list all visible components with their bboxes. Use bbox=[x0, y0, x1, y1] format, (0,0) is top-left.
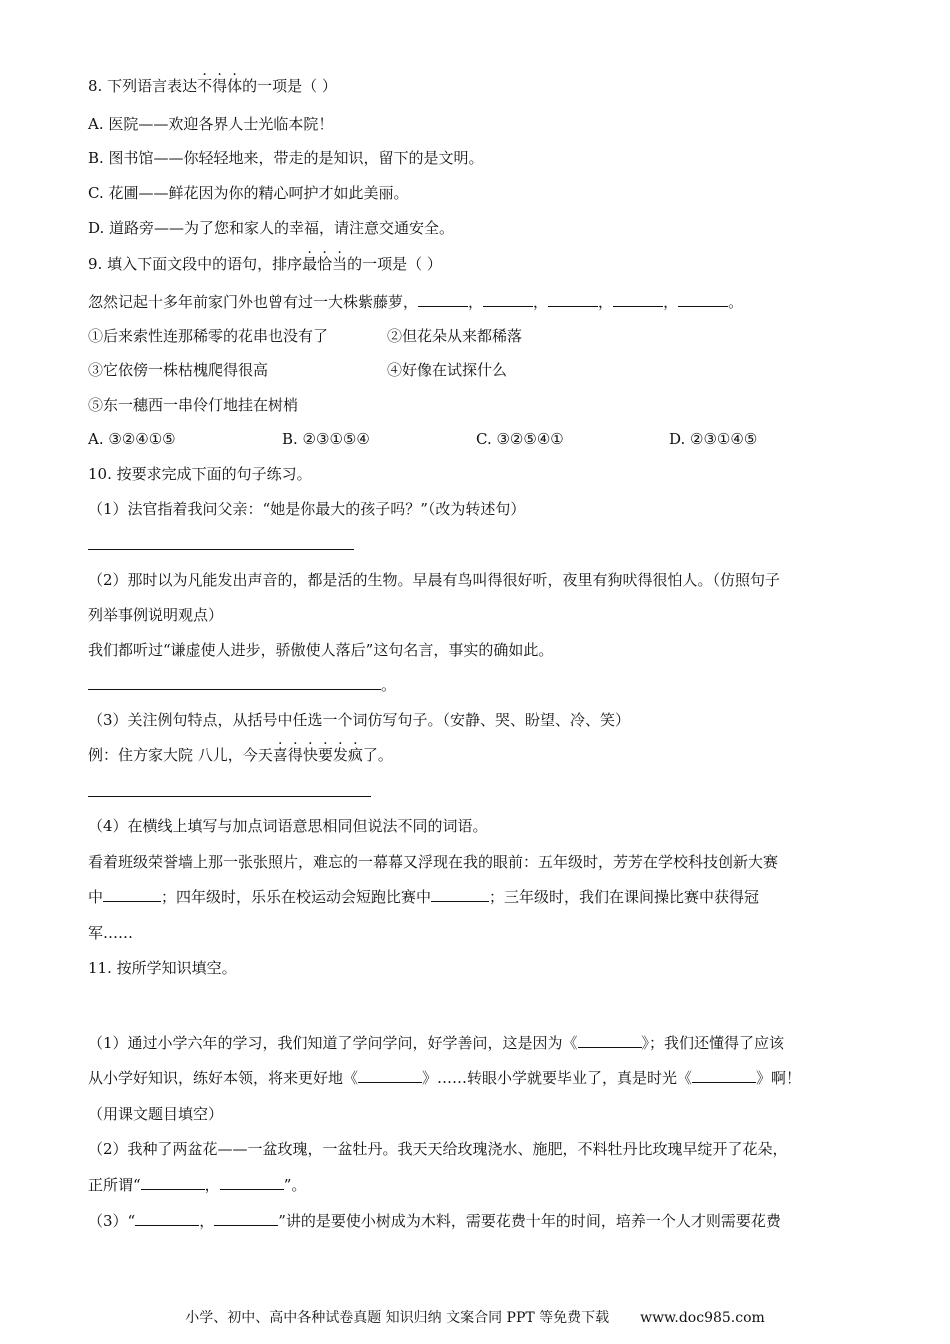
q9-item-1: ①后来索性连那稀零的花串也没有了 bbox=[88, 327, 329, 345]
answer-blank[interactable] bbox=[483, 292, 533, 307]
emphasis-char: 要 bbox=[317, 746, 333, 764]
q11-part3 bbox=[88, 1211, 781, 1231]
q9-stem bbox=[88, 254, 442, 274]
q10-part2-b: 列举事例说明观点） bbox=[88, 606, 224, 624]
answer-blank[interactable] bbox=[431, 887, 489, 902]
page-footer bbox=[0, 1308, 950, 1328]
answer-blank[interactable] bbox=[358, 1068, 422, 1083]
q10-part2-a: （2）那时以为凡能发出声音的，都是活的生物。早晨有鸟叫得很好听，夜里有狗吠得很怕人。（仿照句子 bbox=[88, 571, 781, 589]
q11-part1-b2: 》……转眼小学就要毕业了，真是时光《 bbox=[422, 1069, 693, 1087]
q9-choice-d[interactable]: D. ②③①④⑤ bbox=[669, 430, 758, 448]
q8-dotted-term bbox=[197, 77, 242, 95]
q9-item-3: ③它依傍一株枯槐爬得很高 bbox=[88, 361, 269, 379]
q10-part4-b bbox=[88, 887, 759, 907]
q9-choice-b[interactable]: B. ②③①⑤④ bbox=[282, 430, 370, 448]
q10-part4-c: 军…… bbox=[88, 924, 134, 942]
answer-blank[interactable] bbox=[214, 1211, 278, 1226]
q8-stem-pre: 8. 下列语言表达 bbox=[88, 77, 198, 95]
q9-sep: ， bbox=[598, 293, 614, 311]
q11-part1-b1: 从小学好知识，练好本领，将来更好地《 bbox=[88, 1069, 359, 1087]
answer-line[interactable] bbox=[88, 549, 354, 550]
q9-passage bbox=[88, 292, 743, 312]
q11-part1-b3: 》啊！ bbox=[756, 1069, 802, 1087]
q11-part3-2: ， bbox=[199, 1212, 215, 1230]
emphasis-char: 疯 bbox=[347, 746, 363, 764]
answer-blank[interactable] bbox=[613, 292, 663, 307]
q8-option-a: A. 医院——欢迎各界人士光临本院！ bbox=[88, 115, 334, 133]
q8-option-c: C. 花圃——鲜花因为你的精心呵护才如此美丽。 bbox=[88, 184, 409, 202]
answer-blank[interactable] bbox=[135, 1211, 199, 1226]
emphasis-char: 得 bbox=[212, 77, 228, 95]
q11-part1-c: （用课文题目填空） bbox=[88, 1105, 224, 1123]
q10-title: 10. 按要求完成下面的句子练习。 bbox=[88, 465, 312, 483]
answer-blank[interactable] bbox=[220, 1175, 284, 1190]
q11-part2-b bbox=[88, 1175, 306, 1195]
emphasis-char: 最 bbox=[302, 255, 318, 273]
q9-stem-post: 的一项是（ ） bbox=[347, 255, 442, 273]
q9-stem-pre: 9. 填入下面文段中的语句，排序 bbox=[88, 255, 303, 273]
answer-blank[interactable] bbox=[141, 1175, 205, 1190]
q11-title: 11. 按所学知识填空。 bbox=[88, 959, 237, 977]
emphasis-char: 发 bbox=[332, 746, 348, 764]
q9-sep: ， bbox=[468, 293, 484, 311]
q11-part2-a: （2）我种了两盆花——一盆玫瑰，一盆牡丹。我天天给玫瑰浇水、施肥，不料牡丹比玫瑰早绽开了花朵， bbox=[88, 1140, 788, 1158]
q9-item-2: ②但花朵从来都稀落 bbox=[387, 327, 523, 345]
q10-example-pre: 例：住方家大院 八儿，今天 bbox=[88, 746, 273, 764]
emphasis-char: 体 bbox=[227, 77, 243, 95]
q11-part2-b1: 正所谓“ bbox=[88, 1176, 141, 1194]
answer-blank[interactable] bbox=[548, 292, 598, 307]
q10-part4: （4）在横线上填写与加点词语意思相同但说法不同的词语。 bbox=[88, 817, 488, 835]
q9-sep: ， bbox=[533, 293, 549, 311]
emphasis-char: 快 bbox=[302, 746, 318, 764]
q11-part1-a2: 》；我们还懂得了应该 bbox=[641, 1034, 785, 1052]
q10-part4-b2: ；四年级时，乐乐在校运动会短跑比赛中 bbox=[161, 888, 432, 906]
q11-part3-1: （3）“ bbox=[88, 1212, 136, 1230]
q9-choice-a[interactable]: A. ③②④①⑤ bbox=[88, 430, 176, 448]
emphasis-char: 喜 bbox=[272, 746, 288, 764]
q9-dotted-term bbox=[302, 255, 347, 273]
q10-part2-answer bbox=[88, 675, 396, 695]
q9-end: 。 bbox=[728, 293, 744, 311]
answer-blank[interactable] bbox=[88, 675, 381, 690]
q8-option-b: B. 图书馆——你轻轻地来，带走的是知识，留下的是文明。 bbox=[88, 149, 484, 167]
answer-line[interactable] bbox=[88, 796, 371, 797]
emphasis-char: 得 bbox=[287, 746, 303, 764]
footer-promo-text: 小学、初中、高中各种试卷真题 知识归纳 文案合同 PPT 等免费下载 bbox=[185, 1310, 610, 1326]
answer-blank[interactable] bbox=[678, 292, 728, 307]
q11-part3-3: ”讲的是要使小树成为木料，需要花费十年的时间，培养一个人才则需要花费 bbox=[278, 1212, 781, 1230]
q9-choice-c[interactable]: C. ③②⑤④① bbox=[476, 430, 564, 448]
q11-part2-b3: ”。 bbox=[283, 1176, 307, 1194]
q8-stem-post: 的一项是（ ） bbox=[242, 77, 337, 95]
q10-part2-c: 我们都听过“谦虚使人进步，骄傲使人落后”这句名言，事实的确如此。 bbox=[88, 641, 554, 659]
q10-dotted-term bbox=[273, 746, 363, 764]
q9-item-4: ④好像在试探什么 bbox=[387, 361, 508, 379]
q11-part1-a1: （1）通过小学六年的学习，我们知道了学问学问，好学善问，这是因为《 bbox=[88, 1034, 578, 1052]
q9-item-5: ⑤东一穗西一串伶仃地挂在树梢 bbox=[88, 396, 299, 414]
q10-part1: （1）法官指着我问父亲：“她是你最大的孩子吗？”（改为转述句） bbox=[88, 500, 526, 518]
q11-part2-b2: ， bbox=[204, 1176, 220, 1194]
emphasis-char: 恰 bbox=[317, 255, 333, 273]
q10-part3: （3）关注例句特点，从括号中任选一个词仿写句子。（安静、哭、盼望、冷、笑） bbox=[88, 711, 631, 729]
answer-blank[interactable] bbox=[692, 1068, 756, 1083]
q10-part2-end: 。 bbox=[381, 676, 397, 694]
q10-part4-b1: 中 bbox=[88, 888, 104, 906]
q10-part4-a: 看着班级荣誉墙上那一张张照片，难忘的一幕幕又浮现在我的眼前：五年级时，芳芳在学校科技创新大赛 bbox=[88, 853, 779, 871]
q10-example bbox=[88, 745, 393, 765]
q10-example-post: 了。 bbox=[362, 746, 393, 764]
q8-stem bbox=[88, 76, 337, 96]
footer-website-link[interactable]: www.doc985.com bbox=[640, 1310, 765, 1326]
q8-option-d: D. 道路旁——为了您和家人的幸福，请注意交通安全。 bbox=[88, 219, 455, 237]
answer-blank[interactable] bbox=[103, 887, 161, 902]
q11-part1-a bbox=[88, 1033, 784, 1053]
q11-part1-b bbox=[88, 1068, 801, 1088]
q10-part4-b3: ；三年级时，我们在课间操比赛中获得冠 bbox=[489, 888, 760, 906]
answer-blank[interactable] bbox=[418, 292, 468, 307]
emphasis-char: 当 bbox=[332, 255, 348, 273]
emphasis-char: 不 bbox=[197, 77, 213, 95]
q9-passage-text: 忽然记起十多年前家门外也曾有过一大株紫藤萝， bbox=[88, 293, 419, 311]
q9-sep: ， bbox=[663, 293, 679, 311]
answer-blank[interactable] bbox=[578, 1033, 642, 1048]
